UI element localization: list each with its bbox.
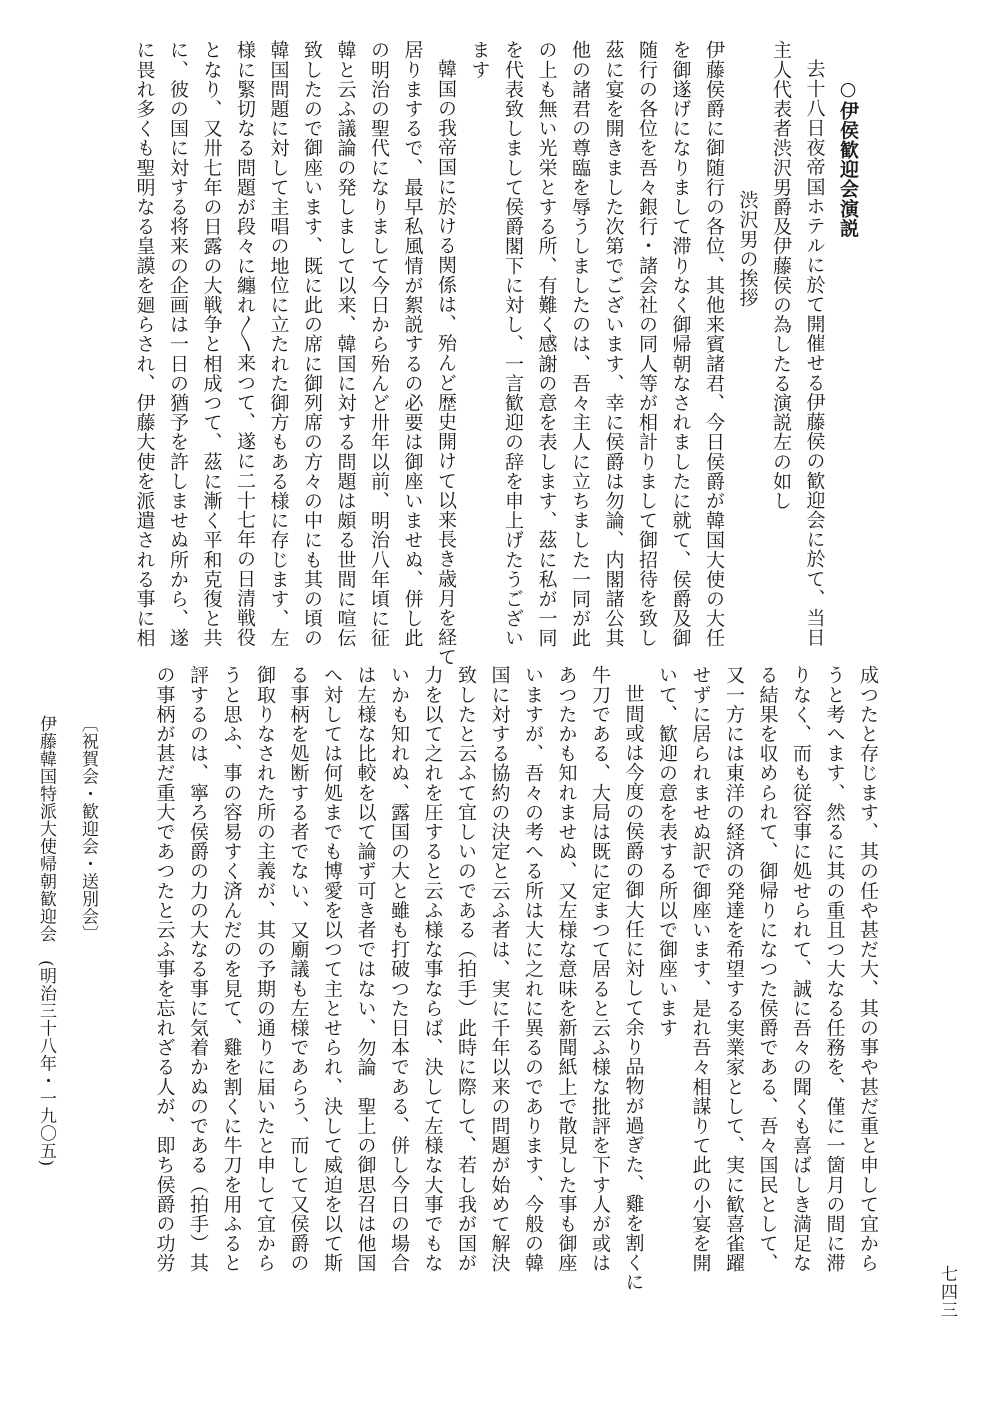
text-line: を御遂げになりまして滞りなく御帰朝なされましたに就て、侯爵及御 (669, 40, 692, 648)
page-number: 七四三 (937, 1265, 957, 1319)
text-line: 韓と云ふ議論の発しまして以来、韓国に対する問題は頗る世間に喧伝 (334, 40, 357, 648)
text-line: 去十八日夜帝国ホテルに於て開催せる伊藤侯の歓迎会に於て、当日 (803, 59, 826, 647)
text-line: 様に緊切なる問題が段々に纏れ〳〵来つて、遂に二十七年の日清戦役 (234, 40, 256, 647)
text-line: りなく、而も従容事に処せられて、誠に吾々の聞くも喜ばしき満足な (790, 665, 812, 1273)
text-line: へ対しては何処までも博愛を以つて主とせられ、決して威迫を以て斯 (321, 665, 343, 1273)
text-line: うと思ふ、事の容易すく済んだのを見て、雞を割くに牛刀を用ふると (220, 665, 243, 1273)
text-line: うと考へます、然るに其の重且つ大なる任務を、僅に一箇月の間に滞 (823, 665, 846, 1273)
lower-text-block (147, 665, 884, 1385)
text-line: 韓国の我帝国に於ける関係は、殆んど歴史開けて以来長き歳月を経て (435, 59, 457, 667)
text-line: 茲に宴を開きました次第でございます、幸に侯爵は勿論、内閣諸公其 (602, 40, 625, 648)
text-line: る結果を収められて、御帰りになつた侯爵である、吾々国民として、 (756, 665, 779, 1273)
text-line: 随行の各位を吾々銀行・諸会社の同人等が相計りまして御招待を致し (636, 40, 658, 648)
running-title: 伊藤韓国特派大使帰朝歓迎会 (明治三十八年・一九〇五) (36, 715, 56, 1167)
text-line: 伊藤侯爵に御随行の各位、其他来賓諸君、今日侯爵が韓国大使の大任 (703, 40, 725, 648)
text-line: いて、歓迎の意を表する所以で御座います (656, 665, 678, 1038)
text-line: 御取りなされた所の主義が、其の予期の通りに届いたと申して宜から (254, 665, 276, 1273)
text-line: いますが、吾々の考へる所は大に之れに異るのであります、今般の韓 (522, 665, 544, 1273)
text-line: に、彼の国に対する将来の企画は一日の猶予を許しませぬ所から、遂 (167, 40, 189, 648)
text-line: 致したと云ふて宜しいのである（拍手）此時に際して、若し我が国が (455, 665, 477, 1273)
text-line: せずに居られませぬ訳で御座います、是れ吾々相謀りて此の小宴を開 (689, 665, 712, 1273)
text-line: 世間或は今度の侯爵の御大任に対して余り品物が過ぎた、雞を割くに (622, 684, 645, 1292)
text-line: 牛刀である、大局は既に定まつて居ると云ふ様な批評を下す人が或は (589, 665, 611, 1273)
text-line: 韓国問題に対して主唱の地位に立たれた御方もある様に存じます、左 (267, 40, 290, 648)
text-line: の明治の聖代になりまして今日から殆んど卅年以前、明治八年頃に征 (368, 40, 390, 648)
text-line: いかも知れぬ、露国の大と雖も打破つた日本である、併し今日の場合 (388, 665, 410, 1273)
text-line: る事柄を処断する者でない、又廟議も左様であらう、而して又侯爵の (287, 665, 310, 1273)
text-line: あつたかも知れませぬ、又左様な意味を新聞紙上で散見した事も御座 (555, 665, 578, 1273)
text-line: は左様な比較を以て論ず可き者ではない、勿論 聖上の御思召は他国 (354, 665, 377, 1273)
text-line: 国に対する協約の決定と云ふ者は、実に千年以来の問題が始めて解決 (488, 665, 511, 1273)
text-line: を代表致しまして侯爵閣下に対し、一言歓迎の辞を申上げたうござい (502, 40, 524, 648)
upper-text-block (127, 40, 864, 667)
text-line: 成つたと存じます、其の任や甚だ大、其の事や甚だ重と申して宜から (857, 665, 879, 1273)
text-line: 致したので御座います、既に此の席に御列席の方々の中にも其の頃の (301, 40, 323, 648)
text-line: 力を以て之れを圧すると云ふ様な事ならば、決して左様な大事でもな (421, 665, 444, 1273)
text-line: 居りまするで、最早私風情が絮説するの必要は御座いませぬ、併し此 (401, 40, 424, 648)
text-line: 他の諸君の尊臨を辱うしましたのは、吾々主人に立ちました一同が此 (569, 40, 591, 648)
text-line: の上も無い光栄とする所、有難く感謝の意を表します、茲に私が一同 (535, 40, 558, 648)
text-line: 評するのは、寧ろ侯爵の力の大なる事に気着かぬのである（拍手）其 (187, 665, 209, 1273)
running-series: 〔祝賀会・歓迎会・送別会〕 (78, 715, 98, 943)
text-line: 又一方には東洋の経済の発達を希望する実業家として、実に歓喜雀躍 (723, 665, 745, 1273)
text-line: に畏れ多くも聖明なる皇謨を廻らされ、伊藤大使を派遣される事に相 (133, 40, 156, 648)
text-line: ます (468, 40, 491, 80)
section-title: ○伊侯歓迎会演説 (837, 78, 859, 238)
speaker-heading: 渋沢男の挨拶 (736, 190, 759, 308)
text-line: 主人代表者渋沢男爵及伊藤侯の為したる演説左の如し (770, 40, 792, 511)
text-line: となり、又卅七年の日露の大戦争と相成つて、茲に漸く平和克復と共 (200, 40, 223, 648)
text-line: の事柄が甚だ重大であつたと云ふ事を忘れざる人が、即ち侯爵の功労 (153, 665, 176, 1273)
